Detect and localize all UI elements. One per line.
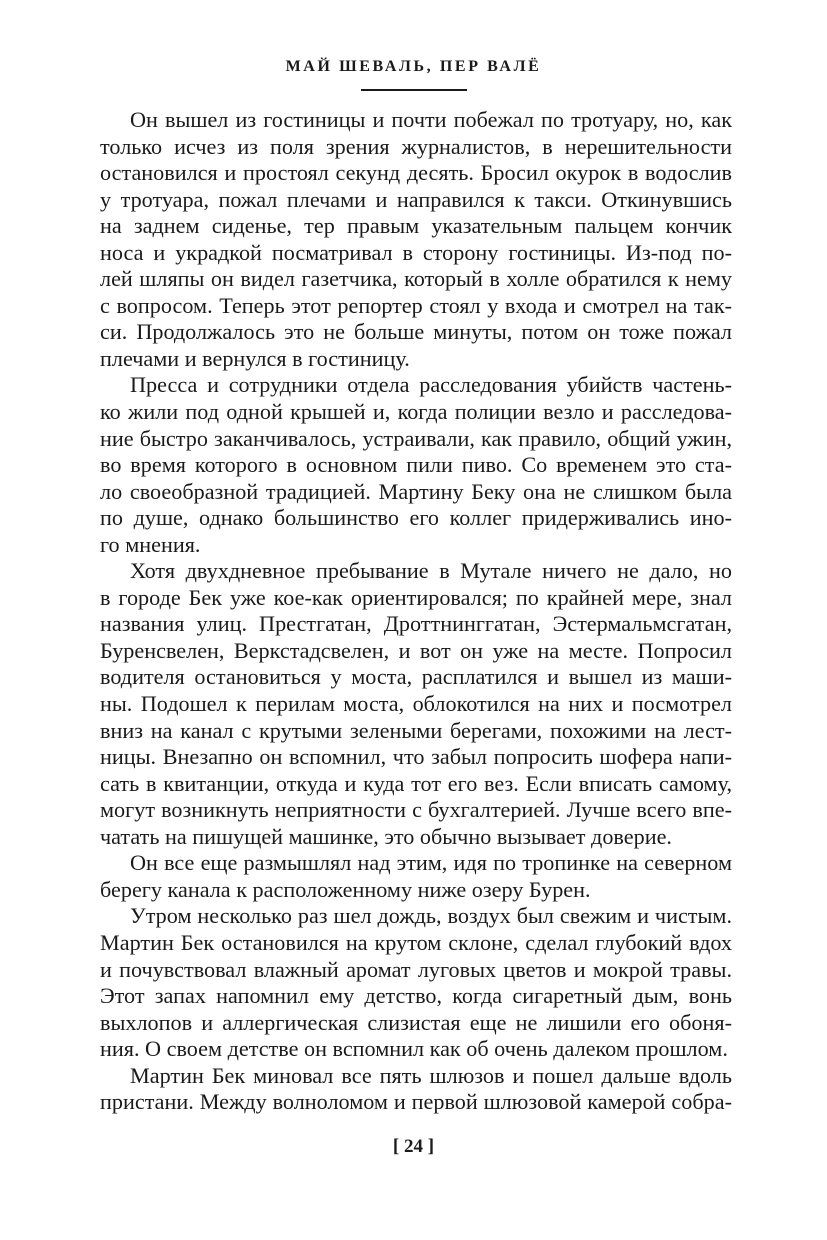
text-line: Пресса и сотрудники отдела расследования убийств частень- — [130, 372, 732, 398]
text-line: лей шляпы он видел газетчика, который в холле обратился к нему — [100, 266, 732, 292]
paragraph — [100, 372, 732, 558]
text-line: си. Продолжалось это не больше минуты, потом он тоже пожал — [100, 319, 732, 345]
paragraph — [100, 107, 732, 372]
text-line: Он все еще размышлял над этим, идя по тропинке на северном — [130, 850, 732, 876]
text-line: Утром несколько раз шел дождь, воздух был свежим и чистым. — [130, 903, 732, 929]
page-number: [ 24 ] — [392, 1136, 435, 1157]
text-line: берегу канала к расположенному ниже озеру Бурен. — [100, 876, 591, 902]
text-line: ны. Подошел к перилам моста, облокотился на них и посмотрел — [100, 691, 732, 717]
text-line: Буренсвелен, Веркстадсвелен, и вот он уже на месте. Попросил — [100, 637, 732, 663]
text-line: ницы. Внезапно он вспомнил, что забыл попросить шофера напи- — [100, 744, 732, 770]
text-line: пристани. Между волноломом и первой шлюзовой камерой собра- — [100, 1089, 732, 1115]
text-line: названия улиц. Престгатан, Дроттнинггатан, Эстермальмсгатан, — [100, 611, 732, 637]
text-line: и почувствовал влажный аромат луговых цветов и мокрой травы. — [100, 956, 732, 982]
text-line: ния. О своем детстве он вспомнил как об очень далеком прошлом. — [100, 1036, 728, 1062]
text-line: ло своеобразной традицией. Мартину Беку она не слишком была — [100, 478, 732, 504]
text-line: по душе, однако большинство его коллег придерживались ино- — [100, 505, 732, 531]
text-line: могут возникнуть неприятности с бухгалтерией. Лучше всего впе- — [100, 797, 732, 823]
text-line: Хотя двухдневное пребывание в Мутале ничего не дало, но — [130, 558, 732, 584]
text-line: го мнения. — [100, 531, 201, 557]
text-line: чатать на пишущей машинке, это обычно вызывает доверие. — [100, 823, 672, 849]
text-line: с вопросом. Теперь этот репортер стоял у входа и смотрел на так- — [100, 292, 732, 318]
text-line: Мартин Бек остановился на крутом склоне, сделал глубокий вдох — [100, 929, 732, 955]
text-line: остановился и простоял секунд десять. Бросил окурок в водослив — [100, 160, 732, 186]
text-line: Он вышел из гостиницы и почти побежал по тротуару, но, как — [130, 107, 732, 132]
text-line: у тротуара, пожал плечами и направился к такси. Откинувшись — [100, 186, 732, 212]
text-line: Этот запах напомнил ему детство, когда сигаретный дым, вонь — [100, 983, 732, 1009]
text-line: во время которого в основном пили пиво. Со временем это ста- — [100, 452, 732, 478]
text-line: носа и украдкой посматривал в сторону гостиницы. Из-под по- — [100, 239, 732, 265]
text-line: только исчез из поля зрения журналистов, в нерешительности — [100, 133, 732, 159]
text-line: выхлопов и аллергическая слизистая еще не лишили его обоня- — [100, 1009, 732, 1035]
body-text — [100, 107, 732, 1116]
text-line: ко жили под одной крышей и, когда полиции везло и расследова- — [100, 399, 732, 425]
text-line: сать в квитанции, откуда и куда тот его вез. Если вписать самому, — [100, 770, 732, 796]
text-line: ние быстро заканчивалось, устраивали, как правило, общий ужин, — [100, 425, 732, 451]
paragraph — [100, 850, 732, 903]
text-line: плечами и вернулся в гостиницу. — [100, 345, 410, 371]
text-line: на заднем сиденье, тер правым указательным пальцем кончик — [100, 213, 732, 239]
text-line: вниз на канал с крутыми зелеными берегами, похожими на лест- — [100, 717, 732, 743]
paragraph — [100, 1063, 732, 1116]
text-line: Мартин Бек миновал все пять шлюзов и пошел дальше вдоль — [130, 1062, 732, 1088]
running-header: МАЙ ШЕВАЛЬ, ПЕР ВАЛЁ — [285, 58, 542, 75]
header-rule — [361, 89, 467, 91]
paragraph — [100, 558, 732, 850]
text-line: водителя остановиться у моста, расплатился и вышел из маши- — [100, 664, 732, 690]
text-line: в городе Бек уже кое-как ориентировался; по крайней мере, знал — [100, 584, 732, 610]
paragraph — [100, 903, 732, 1062]
